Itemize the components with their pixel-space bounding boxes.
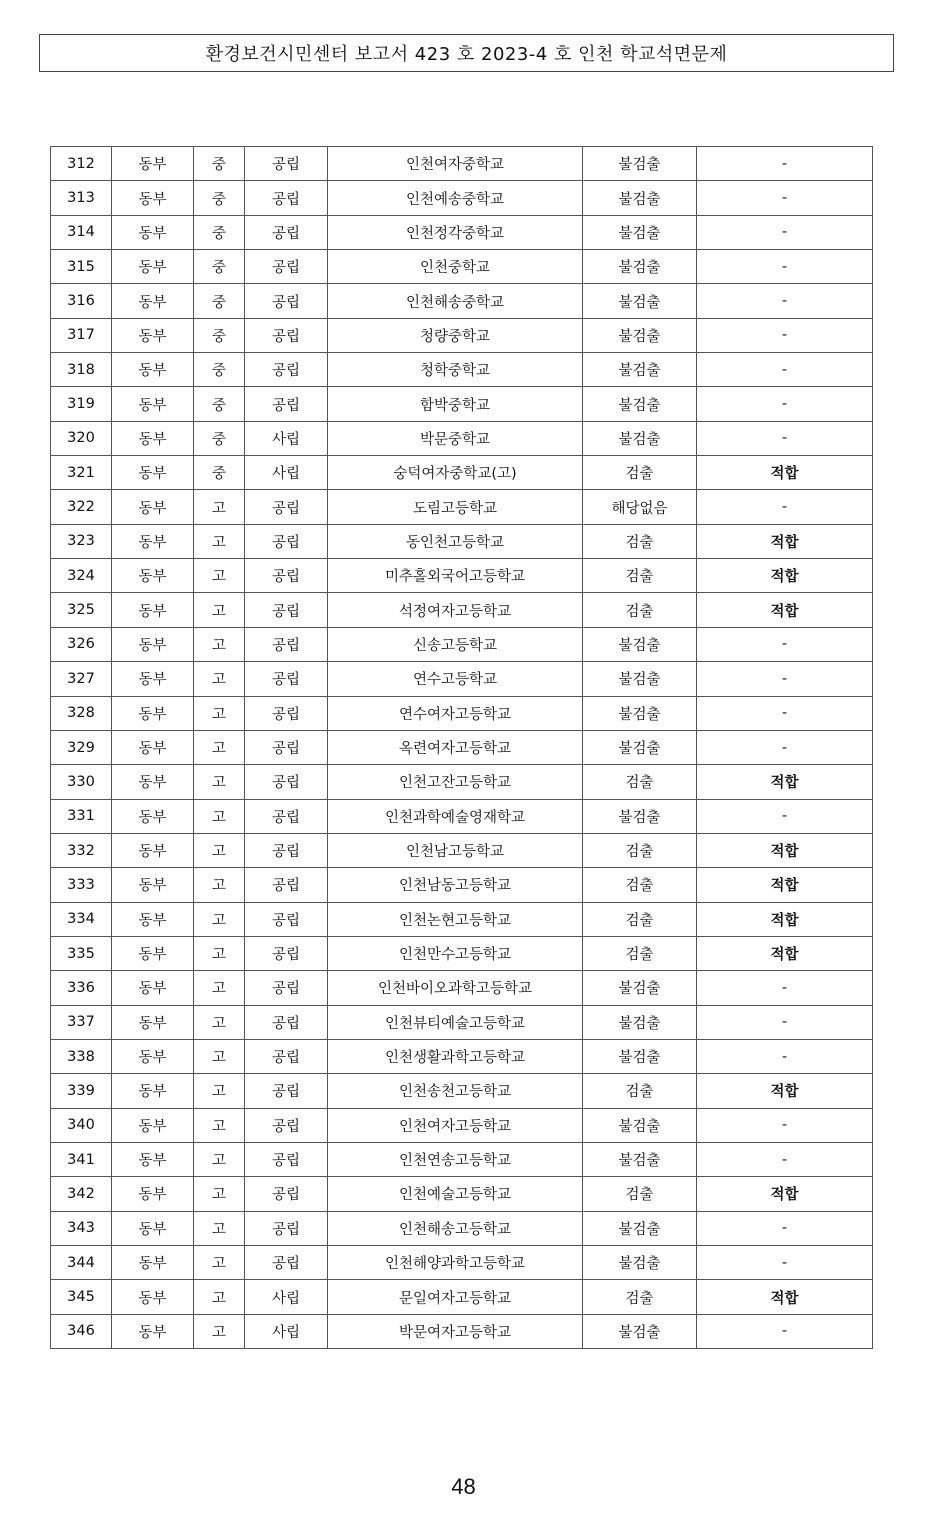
result-cell: - [697, 627, 873, 661]
detection-cell: 불검출 [583, 799, 697, 833]
detection-cell: 검출 [583, 765, 697, 799]
school-level-cell: 중 [194, 387, 245, 421]
school-type-cell: 공립 [245, 1246, 328, 1280]
school-type-cell: 공립 [245, 868, 328, 902]
school-name-cell: 연수여자고등학교 [328, 696, 583, 730]
row-number-cell: 338 [51, 1039, 112, 1073]
table-row [51, 215, 873, 249]
detection-cell: 검출 [583, 936, 697, 970]
school-type-cell: 공립 [245, 387, 328, 421]
region-cell: 동부 [112, 833, 194, 867]
result-cell: - [697, 971, 873, 1005]
result-cell: - [697, 1005, 873, 1039]
detection-cell: 불검출 [583, 1246, 697, 1280]
school-level-cell: 고 [194, 662, 245, 696]
result-cell: - [697, 662, 873, 696]
row-number-cell: 346 [51, 1314, 112, 1348]
result-cell: 적합 [697, 868, 873, 902]
row-number-cell: 316 [51, 284, 112, 318]
table-row [51, 696, 873, 730]
table-row [51, 730, 873, 764]
region-cell: 동부 [112, 868, 194, 902]
region-cell: 동부 [112, 971, 194, 1005]
table-row [51, 559, 873, 593]
detection-cell: 검출 [583, 524, 697, 558]
detection-cell: 검출 [583, 1280, 697, 1314]
school-name-cell: 청량중학교 [328, 318, 583, 352]
school-level-cell: 고 [194, 1280, 245, 1314]
table-row [51, 524, 873, 558]
school-type-cell: 공립 [245, 1005, 328, 1039]
school-name-cell: 박문여자고등학교 [328, 1314, 583, 1348]
school-type-cell: 공립 [245, 627, 328, 661]
school-level-cell: 고 [194, 1142, 245, 1176]
school-level-cell: 중 [194, 456, 245, 490]
school-name-cell: 인천연송고등학교 [328, 1142, 583, 1176]
detection-cell: 검출 [583, 1074, 697, 1108]
table-row [51, 250, 873, 284]
table-row [51, 902, 873, 936]
school-type-cell: 공립 [245, 696, 328, 730]
school-type-cell: 공립 [245, 902, 328, 936]
row-number-cell: 342 [51, 1177, 112, 1211]
result-cell: - [697, 1314, 873, 1348]
school-type-cell: 공립 [245, 318, 328, 352]
result-cell: - [697, 730, 873, 764]
row-number-cell: 327 [51, 662, 112, 696]
detection-cell: 검출 [583, 559, 697, 593]
result-cell: - [697, 181, 873, 215]
school-name-cell: 청학중학교 [328, 353, 583, 387]
school-type-cell: 공립 [245, 593, 328, 627]
school-name-cell: 인천고잔고등학교 [328, 765, 583, 799]
row-number-cell: 312 [51, 147, 112, 181]
school-level-cell: 고 [194, 902, 245, 936]
region-cell: 동부 [112, 593, 194, 627]
school-level-cell: 고 [194, 1005, 245, 1039]
row-number-cell: 329 [51, 730, 112, 764]
detection-cell: 불검출 [583, 1108, 697, 1142]
region-cell: 동부 [112, 1280, 194, 1314]
row-number-cell: 332 [51, 833, 112, 867]
result-cell: - [697, 696, 873, 730]
school-name-cell: 인천생활과학고등학교 [328, 1039, 583, 1073]
school-type-cell: 공립 [245, 971, 328, 1005]
region-cell: 동부 [112, 284, 194, 318]
school-name-cell: 인천논현고등학교 [328, 902, 583, 936]
table-row [51, 1246, 873, 1280]
school-name-cell: 연수고등학교 [328, 662, 583, 696]
row-number-cell: 319 [51, 387, 112, 421]
row-number-cell: 330 [51, 765, 112, 799]
row-number-cell: 326 [51, 627, 112, 661]
school-type-cell: 공립 [245, 284, 328, 318]
school-type-cell: 사립 [245, 1280, 328, 1314]
school-name-cell: 함박중학교 [328, 387, 583, 421]
table-row [51, 971, 873, 1005]
table-row [51, 868, 873, 902]
result-cell: 적합 [697, 765, 873, 799]
detection-cell: 검출 [583, 456, 697, 490]
school-type-cell: 공립 [245, 765, 328, 799]
table-row [51, 1074, 873, 1108]
region-cell: 동부 [112, 1005, 194, 1039]
row-number-cell: 324 [51, 559, 112, 593]
school-type-cell: 공립 [245, 215, 328, 249]
region-cell: 동부 [112, 1074, 194, 1108]
region-cell: 동부 [112, 353, 194, 387]
region-cell: 동부 [112, 730, 194, 764]
row-number-cell: 336 [51, 971, 112, 1005]
row-number-cell: 325 [51, 593, 112, 627]
result-cell: 적합 [697, 1074, 873, 1108]
detection-cell: 불검출 [583, 387, 697, 421]
table-row [51, 353, 873, 387]
row-number-cell: 320 [51, 421, 112, 455]
result-cell: - [697, 1108, 873, 1142]
school-type-cell: 사립 [245, 421, 328, 455]
result-cell: - [697, 1211, 873, 1245]
row-number-cell: 333 [51, 868, 112, 902]
table-row [51, 1211, 873, 1245]
result-cell: - [697, 1142, 873, 1176]
school-level-cell: 고 [194, 524, 245, 558]
region-cell: 동부 [112, 1142, 194, 1176]
row-number-cell: 331 [51, 799, 112, 833]
region-cell: 동부 [112, 215, 194, 249]
detection-cell: 검출 [583, 868, 697, 902]
school-asbestos-table [50, 146, 873, 1349]
school-name-cell: 신송고등학교 [328, 627, 583, 661]
region-cell: 동부 [112, 524, 194, 558]
school-name-cell: 인천바이오과학고등학교 [328, 971, 583, 1005]
detection-cell: 검출 [583, 902, 697, 936]
detection-cell: 검출 [583, 593, 697, 627]
detection-cell: 불검출 [583, 1039, 697, 1073]
school-level-cell: 고 [194, 936, 245, 970]
school-type-cell: 공립 [245, 1108, 328, 1142]
region-cell: 동부 [112, 1246, 194, 1280]
school-name-cell: 도림고등학교 [328, 490, 583, 524]
row-number-cell: 339 [51, 1074, 112, 1108]
result-cell: - [697, 799, 873, 833]
school-name-cell: 인천정각중학교 [328, 215, 583, 249]
result-cell: 적합 [697, 593, 873, 627]
school-name-cell: 인천여자중학교 [328, 147, 583, 181]
detection-cell: 해당없음 [583, 490, 697, 524]
school-level-cell: 고 [194, 1211, 245, 1245]
result-cell: - [697, 1039, 873, 1073]
table-row [51, 593, 873, 627]
row-number-cell: 321 [51, 456, 112, 490]
school-level-cell: 고 [194, 1074, 245, 1108]
region-cell: 동부 [112, 1039, 194, 1073]
school-level-cell: 고 [194, 696, 245, 730]
table-row [51, 181, 873, 215]
row-number-cell: 343 [51, 1211, 112, 1245]
table-row [51, 833, 873, 867]
table-row [51, 456, 873, 490]
result-cell: - [697, 1246, 873, 1280]
region-cell: 동부 [112, 1314, 194, 1348]
table-row [51, 387, 873, 421]
school-level-cell: 고 [194, 1177, 245, 1211]
region-cell: 동부 [112, 559, 194, 593]
school-name-cell: 인천해양과학고등학교 [328, 1246, 583, 1280]
table-body [51, 147, 873, 1349]
result-cell: - [697, 353, 873, 387]
result-cell: - [697, 421, 873, 455]
school-type-cell: 사립 [245, 1314, 328, 1348]
row-number-cell: 345 [51, 1280, 112, 1314]
table-row [51, 1039, 873, 1073]
row-number-cell: 328 [51, 696, 112, 730]
school-level-cell: 중 [194, 421, 245, 455]
detection-cell: 불검출 [583, 318, 697, 352]
school-name-cell: 인천여자고등학교 [328, 1108, 583, 1142]
region-cell: 동부 [112, 181, 194, 215]
detection-cell: 불검출 [583, 215, 697, 249]
detection-cell: 불검출 [583, 1142, 697, 1176]
school-level-cell: 중 [194, 284, 245, 318]
region-cell: 동부 [112, 456, 194, 490]
table-row [51, 1314, 873, 1348]
result-cell: - [697, 250, 873, 284]
school-level-cell: 중 [194, 181, 245, 215]
detection-cell: 불검출 [583, 971, 697, 1005]
report-title: 환경보건시민센터 보고서 423 호 2023-4 호 인천 학교석면문제 [205, 44, 728, 65]
table-row [51, 765, 873, 799]
school-type-cell: 공립 [245, 662, 328, 696]
school-level-cell: 고 [194, 868, 245, 902]
result-cell: - [697, 215, 873, 249]
table-row [51, 318, 873, 352]
detection-cell: 불검출 [583, 353, 697, 387]
table-row [51, 421, 873, 455]
school-level-cell: 고 [194, 730, 245, 764]
school-type-cell: 공립 [245, 1177, 328, 1211]
school-level-cell: 고 [194, 627, 245, 661]
result-cell: - [697, 318, 873, 352]
detection-cell: 불검출 [583, 696, 697, 730]
table-row [51, 1280, 873, 1314]
school-type-cell: 공립 [245, 1039, 328, 1073]
result-cell: - [697, 387, 873, 421]
school-level-cell: 고 [194, 971, 245, 1005]
school-name-cell: 인천송천고등학교 [328, 1074, 583, 1108]
region-cell: 동부 [112, 696, 194, 730]
result-cell: - [697, 147, 873, 181]
row-number-cell: 344 [51, 1246, 112, 1280]
result-cell: 적합 [697, 524, 873, 558]
row-number-cell: 315 [51, 250, 112, 284]
region-cell: 동부 [112, 147, 194, 181]
school-level-cell: 고 [194, 559, 245, 593]
school-type-cell: 공립 [245, 353, 328, 387]
school-name-cell: 인천만수고등학교 [328, 936, 583, 970]
table-row [51, 1142, 873, 1176]
result-cell: 적합 [697, 559, 873, 593]
school-name-cell: 석정여자고등학교 [328, 593, 583, 627]
result-cell: - [697, 490, 873, 524]
school-name-cell: 숭덕여자중학교(고) [328, 456, 583, 490]
school-level-cell: 중 [194, 318, 245, 352]
school-name-cell: 박문중학교 [328, 421, 583, 455]
table-row [51, 1108, 873, 1142]
row-number-cell: 318 [51, 353, 112, 387]
school-name-cell: 문일여자고등학교 [328, 1280, 583, 1314]
region-cell: 동부 [112, 387, 194, 421]
row-number-cell: 337 [51, 1005, 112, 1039]
school-level-cell: 고 [194, 1314, 245, 1348]
school-type-cell: 공립 [245, 250, 328, 284]
school-type-cell: 공립 [245, 833, 328, 867]
table-row [51, 799, 873, 833]
row-number-cell: 317 [51, 318, 112, 352]
school-type-cell: 공립 [245, 1074, 328, 1108]
region-cell: 동부 [112, 627, 194, 661]
school-type-cell: 사립 [245, 456, 328, 490]
table-row [51, 662, 873, 696]
school-level-cell: 고 [194, 765, 245, 799]
region-cell: 동부 [112, 765, 194, 799]
region-cell: 동부 [112, 662, 194, 696]
table-row [51, 627, 873, 661]
table-row [51, 284, 873, 318]
result-cell: 적합 [697, 1177, 873, 1211]
school-type-cell: 공립 [245, 524, 328, 558]
row-number-cell: 322 [51, 490, 112, 524]
region-cell: 동부 [112, 799, 194, 833]
region-cell: 동부 [112, 936, 194, 970]
school-name-cell: 인천과학예술영재학교 [328, 799, 583, 833]
detection-cell: 불검출 [583, 147, 697, 181]
region-cell: 동부 [112, 902, 194, 936]
detection-cell: 불검출 [583, 662, 697, 696]
table-row [51, 1177, 873, 1211]
row-number-cell: 341 [51, 1142, 112, 1176]
table-row [51, 147, 873, 181]
school-name-cell: 옥련여자고등학교 [328, 730, 583, 764]
table-row [51, 490, 873, 524]
report-header [39, 34, 894, 72]
school-name-cell: 인천해송중학교 [328, 284, 583, 318]
detection-cell: 불검출 [583, 1211, 697, 1245]
school-type-cell: 공립 [245, 730, 328, 764]
school-level-cell: 고 [194, 593, 245, 627]
detection-cell: 불검출 [583, 421, 697, 455]
school-level-cell: 고 [194, 490, 245, 524]
school-name-cell: 인천해송고등학교 [328, 1211, 583, 1245]
school-level-cell: 중 [194, 147, 245, 181]
school-level-cell: 고 [194, 1246, 245, 1280]
school-name-cell: 인천남동고등학교 [328, 868, 583, 902]
school-type-cell: 공립 [245, 490, 328, 524]
school-name-cell: 인천예술고등학교 [328, 1177, 583, 1211]
result-cell: 적합 [697, 1280, 873, 1314]
region-cell: 동부 [112, 318, 194, 352]
row-number-cell: 313 [51, 181, 112, 215]
detection-cell: 검출 [583, 833, 697, 867]
school-name-cell: 인천뷰티예술고등학교 [328, 1005, 583, 1039]
region-cell: 동부 [112, 1108, 194, 1142]
result-cell: 적합 [697, 833, 873, 867]
detection-cell: 불검출 [583, 284, 697, 318]
detection-cell: 불검출 [583, 730, 697, 764]
result-cell: 적합 [697, 936, 873, 970]
region-cell: 동부 [112, 490, 194, 524]
row-number-cell: 334 [51, 902, 112, 936]
region-cell: 동부 [112, 1211, 194, 1245]
school-level-cell: 중 [194, 215, 245, 249]
region-cell: 동부 [112, 250, 194, 284]
region-cell: 동부 [112, 1177, 194, 1211]
table-row [51, 1005, 873, 1039]
school-type-cell: 공립 [245, 936, 328, 970]
detection-cell: 불검출 [583, 250, 697, 284]
school-type-cell: 공립 [245, 147, 328, 181]
school-name-cell: 동인천고등학교 [328, 524, 583, 558]
school-level-cell: 고 [194, 1108, 245, 1142]
school-type-cell: 공립 [245, 559, 328, 593]
region-cell: 동부 [112, 421, 194, 455]
detection-cell: 검출 [583, 1177, 697, 1211]
school-name-cell: 인천예송중학교 [328, 181, 583, 215]
row-number-cell: 323 [51, 524, 112, 558]
school-level-cell: 고 [194, 833, 245, 867]
school-level-cell: 고 [194, 1039, 245, 1073]
school-type-cell: 공립 [245, 1142, 328, 1176]
row-number-cell: 340 [51, 1108, 112, 1142]
row-number-cell: 335 [51, 936, 112, 970]
school-type-cell: 공립 [245, 799, 328, 833]
table-row [51, 936, 873, 970]
detection-cell: 불검출 [583, 1005, 697, 1039]
detection-cell: 불검출 [583, 627, 697, 661]
school-level-cell: 중 [194, 250, 245, 284]
school-type-cell: 공립 [245, 181, 328, 215]
result-cell: - [697, 284, 873, 318]
school-name-cell: 인천남고등학교 [328, 833, 583, 867]
school-type-cell: 공립 [245, 1211, 328, 1245]
detection-cell: 불검출 [583, 1314, 697, 1348]
result-cell: 적합 [697, 902, 873, 936]
school-name-cell: 인천중학교 [328, 250, 583, 284]
row-number-cell: 314 [51, 215, 112, 249]
page-number: 48 [451, 1474, 476, 1499]
school-level-cell: 중 [194, 353, 245, 387]
result-cell: 적합 [697, 456, 873, 490]
school-level-cell: 고 [194, 799, 245, 833]
school-name-cell: 미추홀외국어고등학교 [328, 559, 583, 593]
detection-cell: 불검출 [583, 181, 697, 215]
